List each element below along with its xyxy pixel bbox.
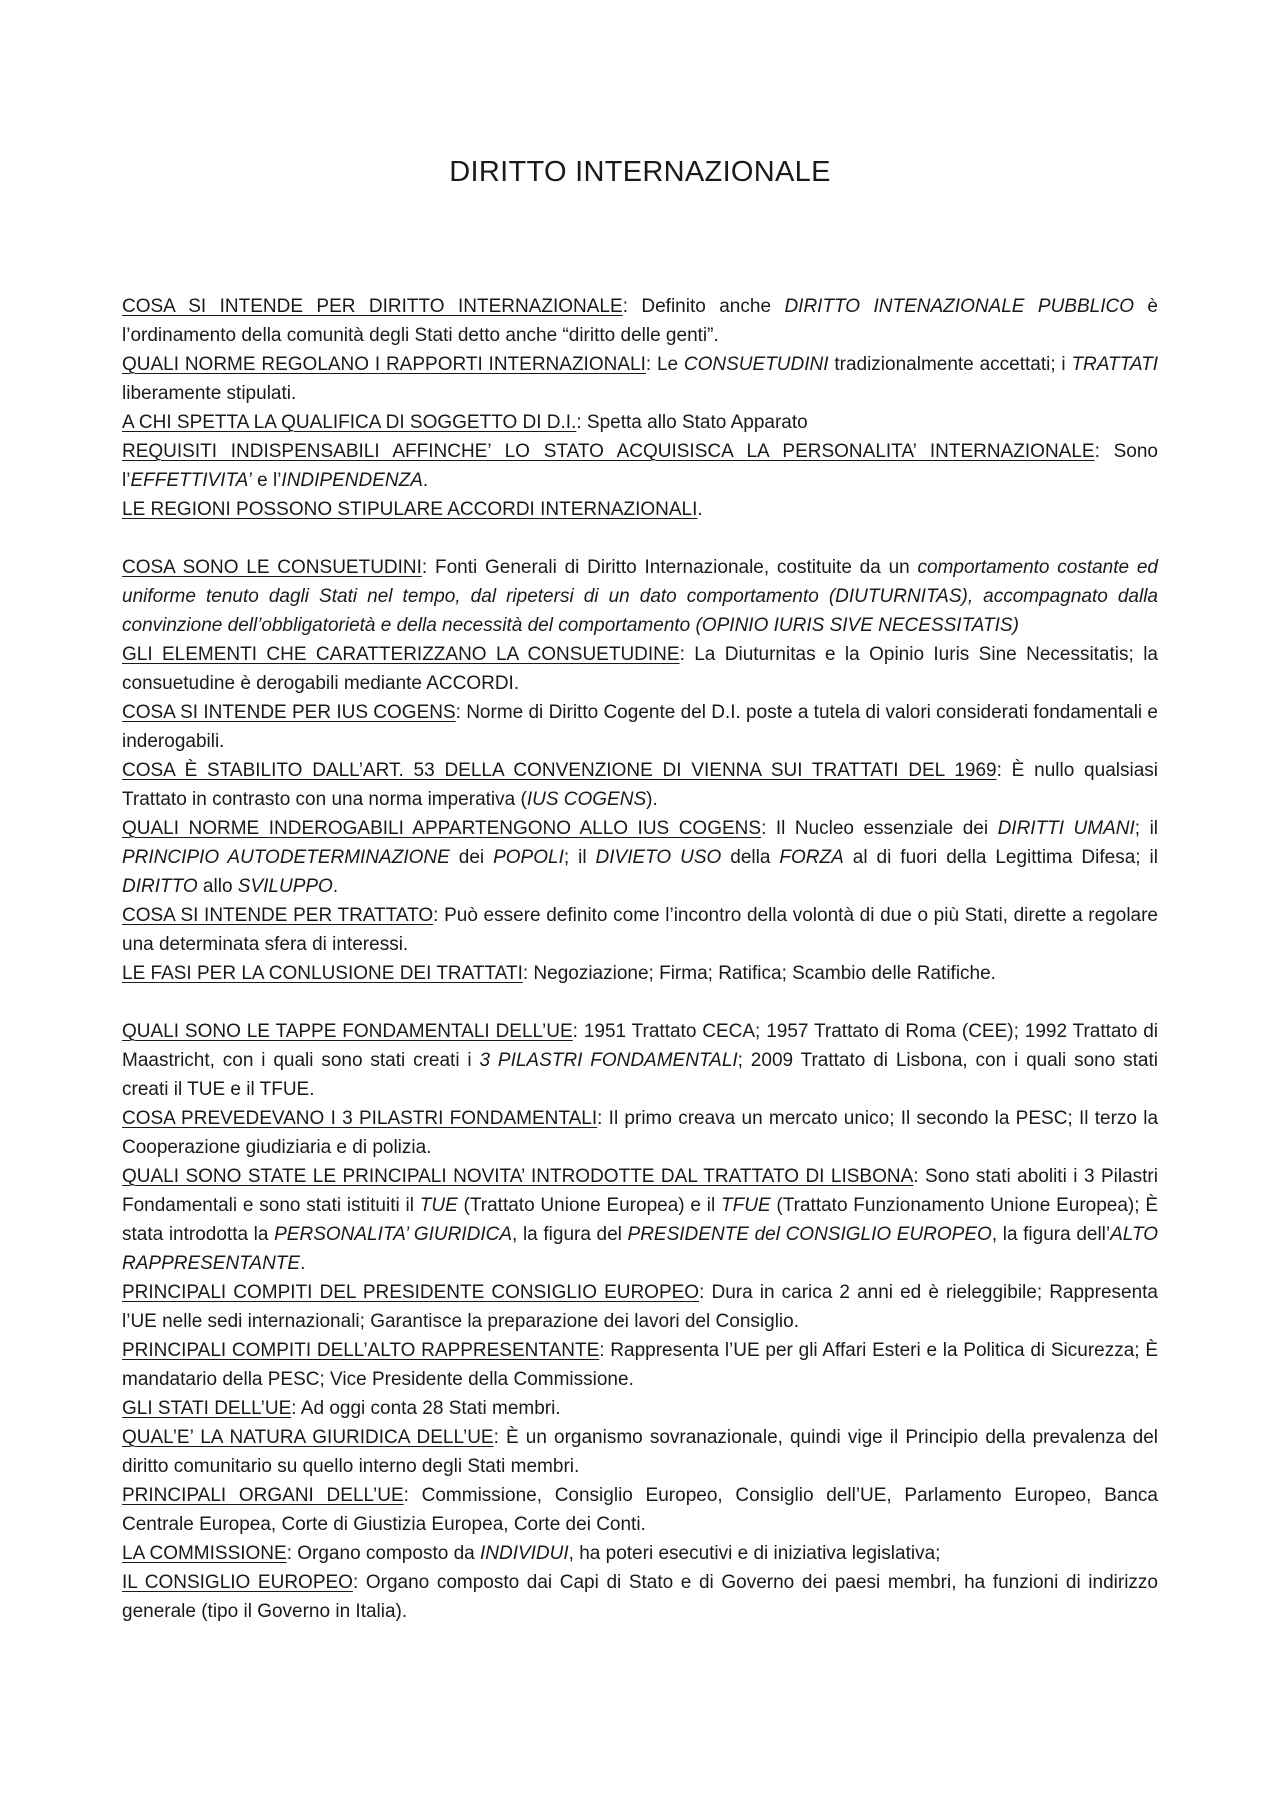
emphasized-term: PERSONALITA’ GIURIDICA — [274, 1224, 513, 1245]
emphasized-term: ALTO RAPPRESENTANTE — [122, 1224, 1158, 1274]
emphasized-term: TRATTATI — [1071, 354, 1158, 375]
answer-text: : Organo composto dai Capi di Stato e di Governo dei paesi membri, ha funzioni di indirizzo generale (tipo il Governo in Italia). — [122, 1572, 1158, 1622]
paragraph — [122, 1336, 1158, 1394]
answer-text: della — [721, 847, 780, 868]
emphasized-term: PRINCIPIO AUTODETERMINAZIONE — [122, 847, 450, 868]
answer-text: : Sono l’ — [122, 441, 1158, 491]
question-heading: COSA SONO LE CONSUETUDINI — [122, 557, 422, 578]
paragraph — [122, 814, 1158, 901]
answer-text: : Negoziazione; Firma; Ratifica; Scambio delle Ratifiche. — [522, 963, 996, 984]
paragraph — [122, 1539, 1158, 1568]
answer-text: , la figura del — [512, 1224, 628, 1245]
emphasized-term: DIRITTI UMANI — [997, 818, 1135, 839]
answer-text: : Fonti Generali di Diritto Internazionale, costituite da un — [421, 557, 918, 578]
paragraph — [122, 901, 1158, 959]
question-heading: PRINCIPALI ORGANI DELL’UE — [122, 1485, 404, 1506]
paragraph — [122, 1017, 1158, 1104]
answer-text: . — [422, 470, 429, 491]
question-heading: COSA SI INTENDE PER IUS COGENS — [122, 702, 456, 723]
answer-text: è l’ordinamento della comunità degli Stati detto anche “diritto delle genti”. — [122, 296, 1158, 346]
emphasized-term: IUS COGENS — [526, 789, 647, 810]
question-heading: A CHI SPETTA LA QUALIFICA DI SOGGETTO DI D.I. — [122, 412, 577, 433]
answer-text: : Il Nucleo essenziale dei — [761, 818, 998, 839]
answer-text: . — [332, 876, 339, 897]
emphasized-term: EFFETTIVITA’ — [130, 470, 252, 491]
question-heading: QUAL’E’ LA NATURA GIURIDICA DELL’UE — [122, 1427, 494, 1448]
paragraph — [122, 408, 1158, 437]
question-heading: COSA SI INTENDE PER TRATTATO — [122, 905, 434, 926]
answer-text: tradizionalmente accettati; i — [828, 354, 1072, 375]
answer-text: : Definito anche — [622, 296, 785, 317]
answer-text: (Trattato Unione Europea) e il — [457, 1195, 722, 1216]
answer-text: liberamente stipulati. — [122, 383, 297, 404]
emphasized-term: SVILUPPO — [237, 876, 333, 897]
answer-text: . — [697, 499, 703, 520]
emphasized-term: DIRITTO — [122, 876, 198, 897]
paragraph-spacer — [122, 988, 1158, 1017]
emphasized-term: CONSUETUDINI — [683, 354, 829, 375]
answer-text: : Le — [645, 354, 684, 375]
paragraph — [122, 1162, 1158, 1278]
question-heading: LE FASI PER LA CONLUSIONE DEI TRATTATI — [122, 963, 523, 984]
paragraph — [122, 1481, 1158, 1539]
document-title: DIRITTO INTERNAZIONALE — [449, 156, 831, 188]
answer-text: : La Diuturnitas e la Opinio Iuris Sine Necessitatis; la consuetudine è derogabili mediante ACCORDI. — [122, 644, 1158, 694]
question-heading: QUALI SONO STATE LE PRINCIPALI NOVITA’ INTRODOTTE DAL TRATTATO DI LISBONA — [122, 1166, 914, 1187]
paragraph — [122, 698, 1158, 756]
paragraph-spacer — [122, 524, 1158, 553]
emphasized-term: TUE — [419, 1195, 458, 1216]
answer-text: : È nullo qualsiasi Trattato in contrasto con una norma imperativa ( — [122, 760, 1158, 810]
answer-text: e l’ — [251, 470, 282, 491]
paragraph — [122, 1423, 1158, 1481]
answer-text: : Dura in carica 2 anni ed è rieleggibile; Rappresenta l’UE nelle sedi internazionali; Garantisce la preparazione dei lavori del Consiglio. — [122, 1282, 1158, 1332]
question-heading: LE REGIONI POSSONO STIPULARE ACCORDI INTERNAZIONALI — [122, 499, 698, 520]
emphasized-term: INDIVIDUI — [479, 1543, 569, 1564]
question-heading: COSA SI INTENDE PER DIRITTO INTERNAZIONALE — [122, 296, 623, 317]
answer-text: , ha poteri esecutivi e di iniziativa legislativa; — [568, 1543, 941, 1564]
answer-text: (Trattato Funzionamento Unione Europea); È stata introdotta la — [122, 1195, 1158, 1245]
paragraph — [122, 1568, 1158, 1626]
emphasized-term: POPOLI — [493, 847, 564, 868]
paragraph — [122, 350, 1158, 408]
question-heading: QUALI SONO LE TAPPE FONDAMENTALI DELL’UE — [122, 1021, 573, 1042]
answer-text: : Ad oggi conta 28 Stati membri. — [291, 1398, 561, 1419]
emphasized-term: PRESIDENTE del CONSIGLIO EUROPEO — [627, 1224, 992, 1245]
question-heading: PRINCIPALI COMPITI DELL’ALTO RAPPRESENTANTE — [122, 1340, 600, 1361]
question-heading: COSA È STABILITO DALL’ART. 53 DELLA CONVENZIONE DI VIENNA SUI TRATTATI DEL 1969 — [122, 760, 997, 781]
question-heading: COSA PREVEDEVANO I 3 PILASTRI FONDAMENTALI — [122, 1108, 598, 1129]
answer-text: ; il — [1134, 818, 1159, 839]
answer-text: al di fuori della Legittima Difesa; il — [843, 847, 1158, 868]
answer-text: : 1951 Trattato CECA; 1957 Trattato di Roma (CEE); 1992 Trattato di Maastricht, con i quali sono stati creati i — [122, 1021, 1158, 1071]
answer-text: allo — [197, 876, 238, 897]
emphasized-term: DIRITTO INTENAZIONALE PUBBLICO — [784, 296, 1134, 317]
emphasized-term: comportamento costante ed uniforme tenuto dagli Stati nel tempo, dal ripetersi di un dato comportamento (DIUTURNITAS), accompagnato dalla convinzione dell’obbligatorietà e della necessità del comportamento (OPINIO IURIS SIVE NECESSITATIS) — [122, 557, 1158, 636]
question-heading: QUALI NORME INDEROGABILI APPARTENGONO ALLO IUS COGENS — [122, 818, 762, 839]
answer-text: : È un organismo sovranazionale, quindi vige il Principio della prevalenza del diritto comunitario su quello interno degli Stati membri. — [122, 1427, 1158, 1477]
answer-text: . — [300, 1253, 306, 1274]
emphasized-term: INDIPENDENZA — [281, 470, 423, 491]
answer-text: : Può essere definito come l’incontro della volontà di due o più Stati, dirette a regolare una determinata sfera di interessi. — [122, 905, 1158, 955]
paragraph — [122, 495, 1158, 524]
answer-text: dei — [449, 847, 494, 868]
question-heading: IL CONSIGLIO EUROPEO — [122, 1572, 353, 1593]
emphasized-term: 3 PILASTRI FONDAMENTALI — [479, 1050, 738, 1071]
paragraph — [122, 959, 1158, 988]
emphasized-term: TFUE — [721, 1195, 771, 1216]
answer-text: ; 2009 Trattato di Lisbona, con i quali sono stati creati il TUE e il TFUE. — [122, 1050, 1158, 1100]
answer-text: : Sono stati aboliti i 3 Pilastri Fondamentali e sono stati istituiti il — [122, 1166, 1158, 1216]
paragraph — [122, 437, 1158, 495]
answer-text: ; il — [563, 847, 596, 868]
question-heading: LA COMMISSIONE — [122, 1543, 287, 1564]
question-heading: QUALI NORME REGOLANO I RAPPORTI INTERNAZIONALI — [122, 354, 646, 375]
paragraph — [122, 292, 1158, 350]
answer-text: : Il primo creava un mercato unico; Il secondo la PESC; Il terzo la Cooperazione giudiziaria e di polizia. — [122, 1108, 1159, 1158]
answer-text: : Organo composto da — [286, 1543, 480, 1564]
answer-text: : Rappresenta l’UE per gli Affari Esteri e la Politica di Sicurezza; È mandatario della PESC; Vice Presidente della Commissione. — [122, 1340, 1158, 1390]
answer-text: ). — [646, 789, 658, 810]
paragraph — [122, 756, 1158, 814]
paragraph — [122, 1394, 1158, 1423]
question-heading: PRINCIPALI COMPITI DEL PRESIDENTE CONSIGLIO EUROPEO — [122, 1282, 700, 1303]
emphasized-term: DIVIETO USO — [595, 847, 722, 868]
paragraph — [122, 553, 1158, 640]
paragraph — [122, 1278, 1158, 1336]
question-heading: GLI ELEMENTI CHE CARATTERIZZANO LA CONSUETUDINE — [122, 644, 680, 665]
emphasized-term: FORZA — [779, 847, 844, 868]
question-heading: REQUISITI INDISPENSABILI AFFINCHE’ LO STATO ACQUISISCA LA PERSONALITA’ INTERNAZIONALE — [122, 441, 1095, 462]
paragraph — [122, 640, 1158, 698]
answer-text: : Norme di Diritto Cogente del D.I. poste a tutela di valori considerati fondamentali e inderogabili. — [122, 702, 1158, 752]
answer-text: , la figura dell’ — [991, 1224, 1111, 1245]
question-heading: GLI STATI DELL’UE — [122, 1398, 292, 1419]
document-body — [122, 292, 1158, 1626]
answer-text: : Spetta allo Stato Apparato — [576, 412, 808, 433]
paragraph — [122, 1104, 1158, 1162]
answer-text: : Commissione, Consiglio Europeo, Consiglio dell’UE, Parlamento Europeo, Banca Centrale Europea, Corte di Giustizia Europea, Corte dei Conti. — [122, 1485, 1158, 1535]
